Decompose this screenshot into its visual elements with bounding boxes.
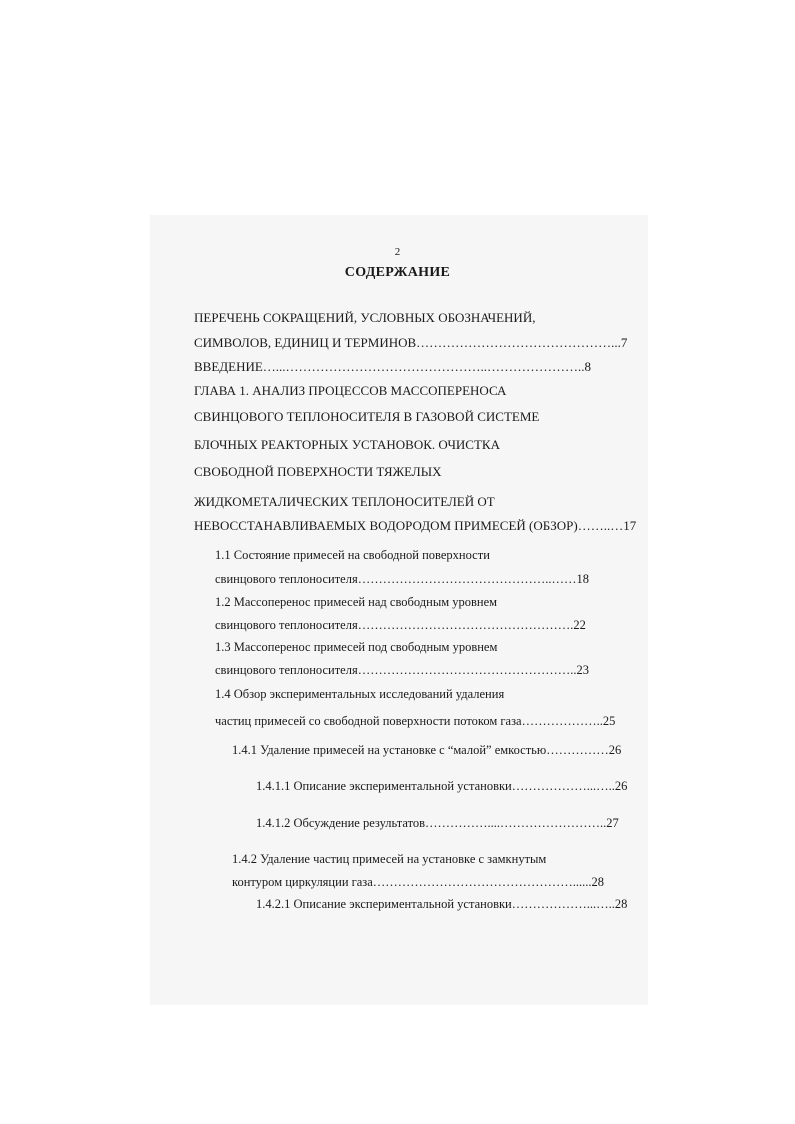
toc-entry-chapter1-line6: НЕВОССТАНАВЛИВАЕМЫХ ВОДОРОДОМ ПРИМЕСЕЙ (ОБЗОР)……..…17 — [194, 518, 637, 533]
toc-entry-1-4-line1: 1.4 Обзор экспериментальных исследований удаления — [215, 687, 505, 701]
toc-entry-1-4-1: 1.4.1 Удаление примесей на установке с “малой” емкостью……………26 — [232, 743, 622, 757]
toc-entry-1-4-1-1: 1.4.1.1 Описание экспериментальной установки………………...…..26 — [256, 779, 628, 793]
toc-entry-abbreviations-line2: СИМВОЛОВ, ЕДИНИЦ И ТЕРМИНОВ………………………………………...7 — [194, 335, 628, 350]
toc-entry-1-3-line2: свинцового теплоносителя……………………………………………..23 — [215, 663, 589, 677]
toc-entry-chapter1-line3: БЛОЧНЫХ РЕАКТОРНЫХ УСТАНОВОК. ОЧИСТКА — [194, 437, 500, 452]
toc-entry-1-4-line2: частиц примесей со свободной поверхности потоком газа………………..25 — [215, 714, 616, 728]
toc-entry-chapter1-line4: СВОБОДНОЙ ПОВЕРХНОСТИ ТЯЖЕЛЫХ — [194, 464, 442, 479]
page-number: 2 — [394, 246, 401, 258]
toc-entry-chapter1-line5: ЖИДКОМЕТАЛИЧЕСКИХ ТЕПЛОНОСИТЕЛЕЙ ОТ — [194, 494, 495, 509]
toc-entry-1-1-line2: свинцового теплоносителя………………………………………..……18 — [215, 572, 589, 586]
toc-entry-chapter1-line1: ГЛАВА 1. АНАЛИЗ ПРОЦЕССОВ МАССОПЕРЕНОСА — [194, 383, 507, 398]
toc-entry-1-4-1-2: 1.4.1.2 Обсуждение результатов……………....……………………..27 — [256, 816, 619, 830]
toc-entry-1-4-2-1: 1.4.2.1 Описание экспериментальной установки………………...…..28 — [256, 897, 628, 911]
toc-entry-1-4-2-line2: контуром циркуляции газа…………………………………………......28 — [232, 875, 605, 889]
toc-entry-1-3-line1: 1.3 Массоперенос примесей под свободным уровнем — [215, 640, 498, 654]
toc-entry-introduction: ВВЕДЕНИЕ…...………………………………………..…………………..8 — [194, 359, 592, 374]
toc-entry-abbreviations-line1: ПЕРЕЧЕНЬ СОКРАЩЕНИЙ, УСЛОВНЫХ ОБОЗНАЧЕНИЙ, — [194, 310, 536, 325]
toc-entry-chapter1-line2: СВИНЦОВОГО ТЕПЛОНОСИТЕЛЯ В ГАЗОВОЙ СИСТЕМЕ — [194, 409, 540, 424]
toc-entry-1-2-line2: свинцового теплоносителя…………………………………………….22 — [215, 618, 586, 632]
toc-entry-1-1-line1: 1.1 Состояние примесей на свободной поверхности — [215, 548, 490, 562]
toc-entry-1-2-line1: 1.2 Массоперенос примесей над свободным уровнем — [215, 595, 498, 609]
toc-title: СОДЕРЖАНИЕ — [344, 265, 451, 280]
toc-entry-1-4-2-line1: 1.4.2 Удаление частиц примесей на установке с замкнутым — [232, 852, 547, 866]
